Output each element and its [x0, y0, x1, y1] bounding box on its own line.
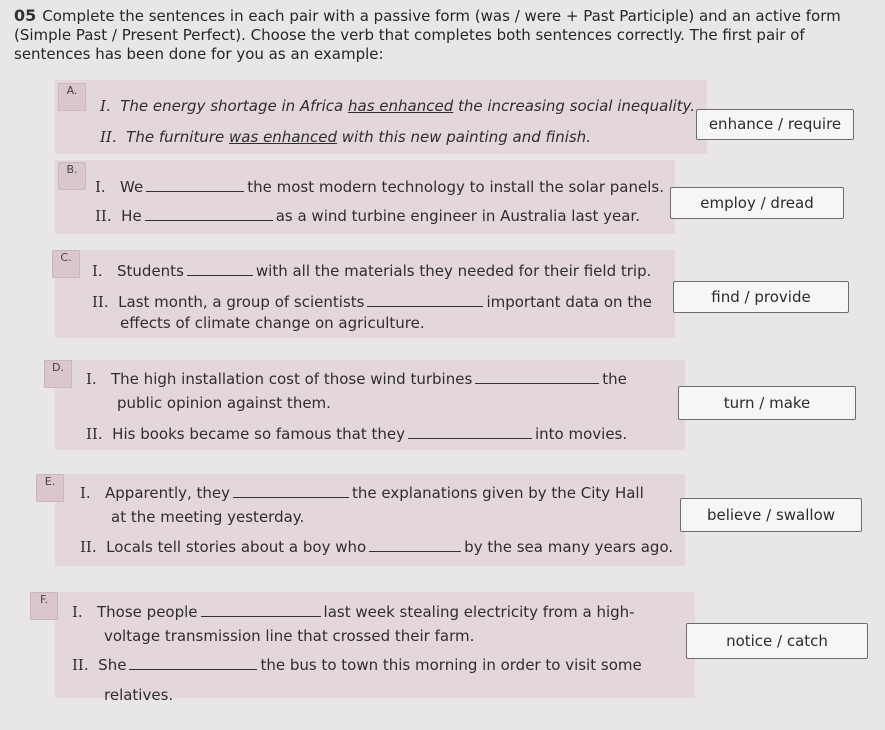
- instructions: [14, 6, 874, 64]
- pair-e-blank-1[interactable]: [233, 485, 349, 498]
- pair-c-sentence-1: I. Students with all the materials they needed for their field trip.: [92, 262, 652, 280]
- pair-c-blank-1[interactable]: [187, 263, 253, 276]
- instructions-text: Complete the sentences in each pair with a passive form (was / were + Past Participle) and an active form (Simple Past / Present Perfect). Choose the verb that completes both sentences correctly. The first pair of sentences has been done for you as an example:: [14, 7, 841, 63]
- pair-d-letter: D.: [44, 360, 72, 388]
- pair-e-verb-box: believe / swallow: [680, 498, 862, 532]
- pair-f-sentence-1: I. Those people last week stealing electricity from a high-: [72, 603, 635, 621]
- pair-e-blank-2[interactable]: [369, 539, 461, 552]
- pair-f-sentence-2-cont: relatives.: [104, 686, 174, 704]
- pair-d-sentence-1-cont: public opinion against them.: [117, 394, 331, 412]
- pair-f-sentence-1-cont: voltage transmission line that crossed their farm.: [104, 627, 475, 645]
- pair-c-sentence-2-cont: effects of climate change on agriculture.: [120, 314, 425, 332]
- pair-d-blank-1[interactable]: [475, 371, 599, 384]
- exercise-number: 05: [14, 6, 37, 25]
- pair-b-sentence-1: I. We the most modern technology to install the solar panels.: [95, 178, 664, 196]
- pair-a-verb-box: enhance / require: [696, 109, 854, 140]
- pair-a-sentence-1: I. The energy shortage in Africa has enhanced the increasing social inequality.: [100, 97, 696, 115]
- pair-c-blank-2[interactable]: [367, 294, 483, 307]
- pair-c-verb-box: find / provide: [673, 281, 849, 313]
- pair-b-blank-2[interactable]: [145, 208, 273, 221]
- pair-d-verb-box: turn / make: [678, 386, 856, 420]
- pair-a-sentence-2: II. The furniture was enhanced with this new painting and finish.: [100, 128, 591, 146]
- pair-c-letter: C.: [52, 250, 80, 278]
- pair-e-sentence-1-cont: at the meeting yesterday.: [111, 508, 305, 526]
- pair-e-sentence-1: I. Apparently, they the explanations given by the City Hall: [80, 484, 644, 502]
- pair-a-letter: A.: [58, 83, 86, 111]
- pair-f-blank-1[interactable]: [201, 604, 321, 617]
- pair-b-blank-1[interactable]: [146, 179, 244, 192]
- pair-d-blank-2[interactable]: [408, 426, 532, 439]
- pair-b-sentence-2: II. He as a wind turbine engineer in Australia last year.: [95, 207, 640, 225]
- pair-f-letter: F.: [30, 592, 58, 620]
- pair-b-letter: B.: [58, 162, 86, 190]
- pair-f-sentence-2: II. She the bus to town this morning in order to visit some: [72, 656, 642, 674]
- pair-d-sentence-2: II. His books became so famous that they into movies.: [86, 425, 628, 443]
- pair-c-sentence-2: II. Last month, a group of scientists important data on the: [92, 293, 652, 311]
- pair-b-verb-box: employ / dread: [670, 187, 844, 219]
- pair-e-letter: E.: [36, 474, 64, 502]
- pair-f-blank-2[interactable]: [129, 657, 257, 670]
- pair-a-answer-2: was enhanced: [229, 128, 338, 146]
- pair-f-verb-box: notice / catch: [686, 623, 868, 659]
- pair-a-answer-1: has enhanced: [348, 97, 454, 115]
- pair-e-sentence-2: II. Locals tell stories about a boy who by the sea many years ago.: [80, 538, 674, 556]
- pair-d-sentence-1: I. The high installation cost of those wind turbines the: [86, 370, 627, 388]
